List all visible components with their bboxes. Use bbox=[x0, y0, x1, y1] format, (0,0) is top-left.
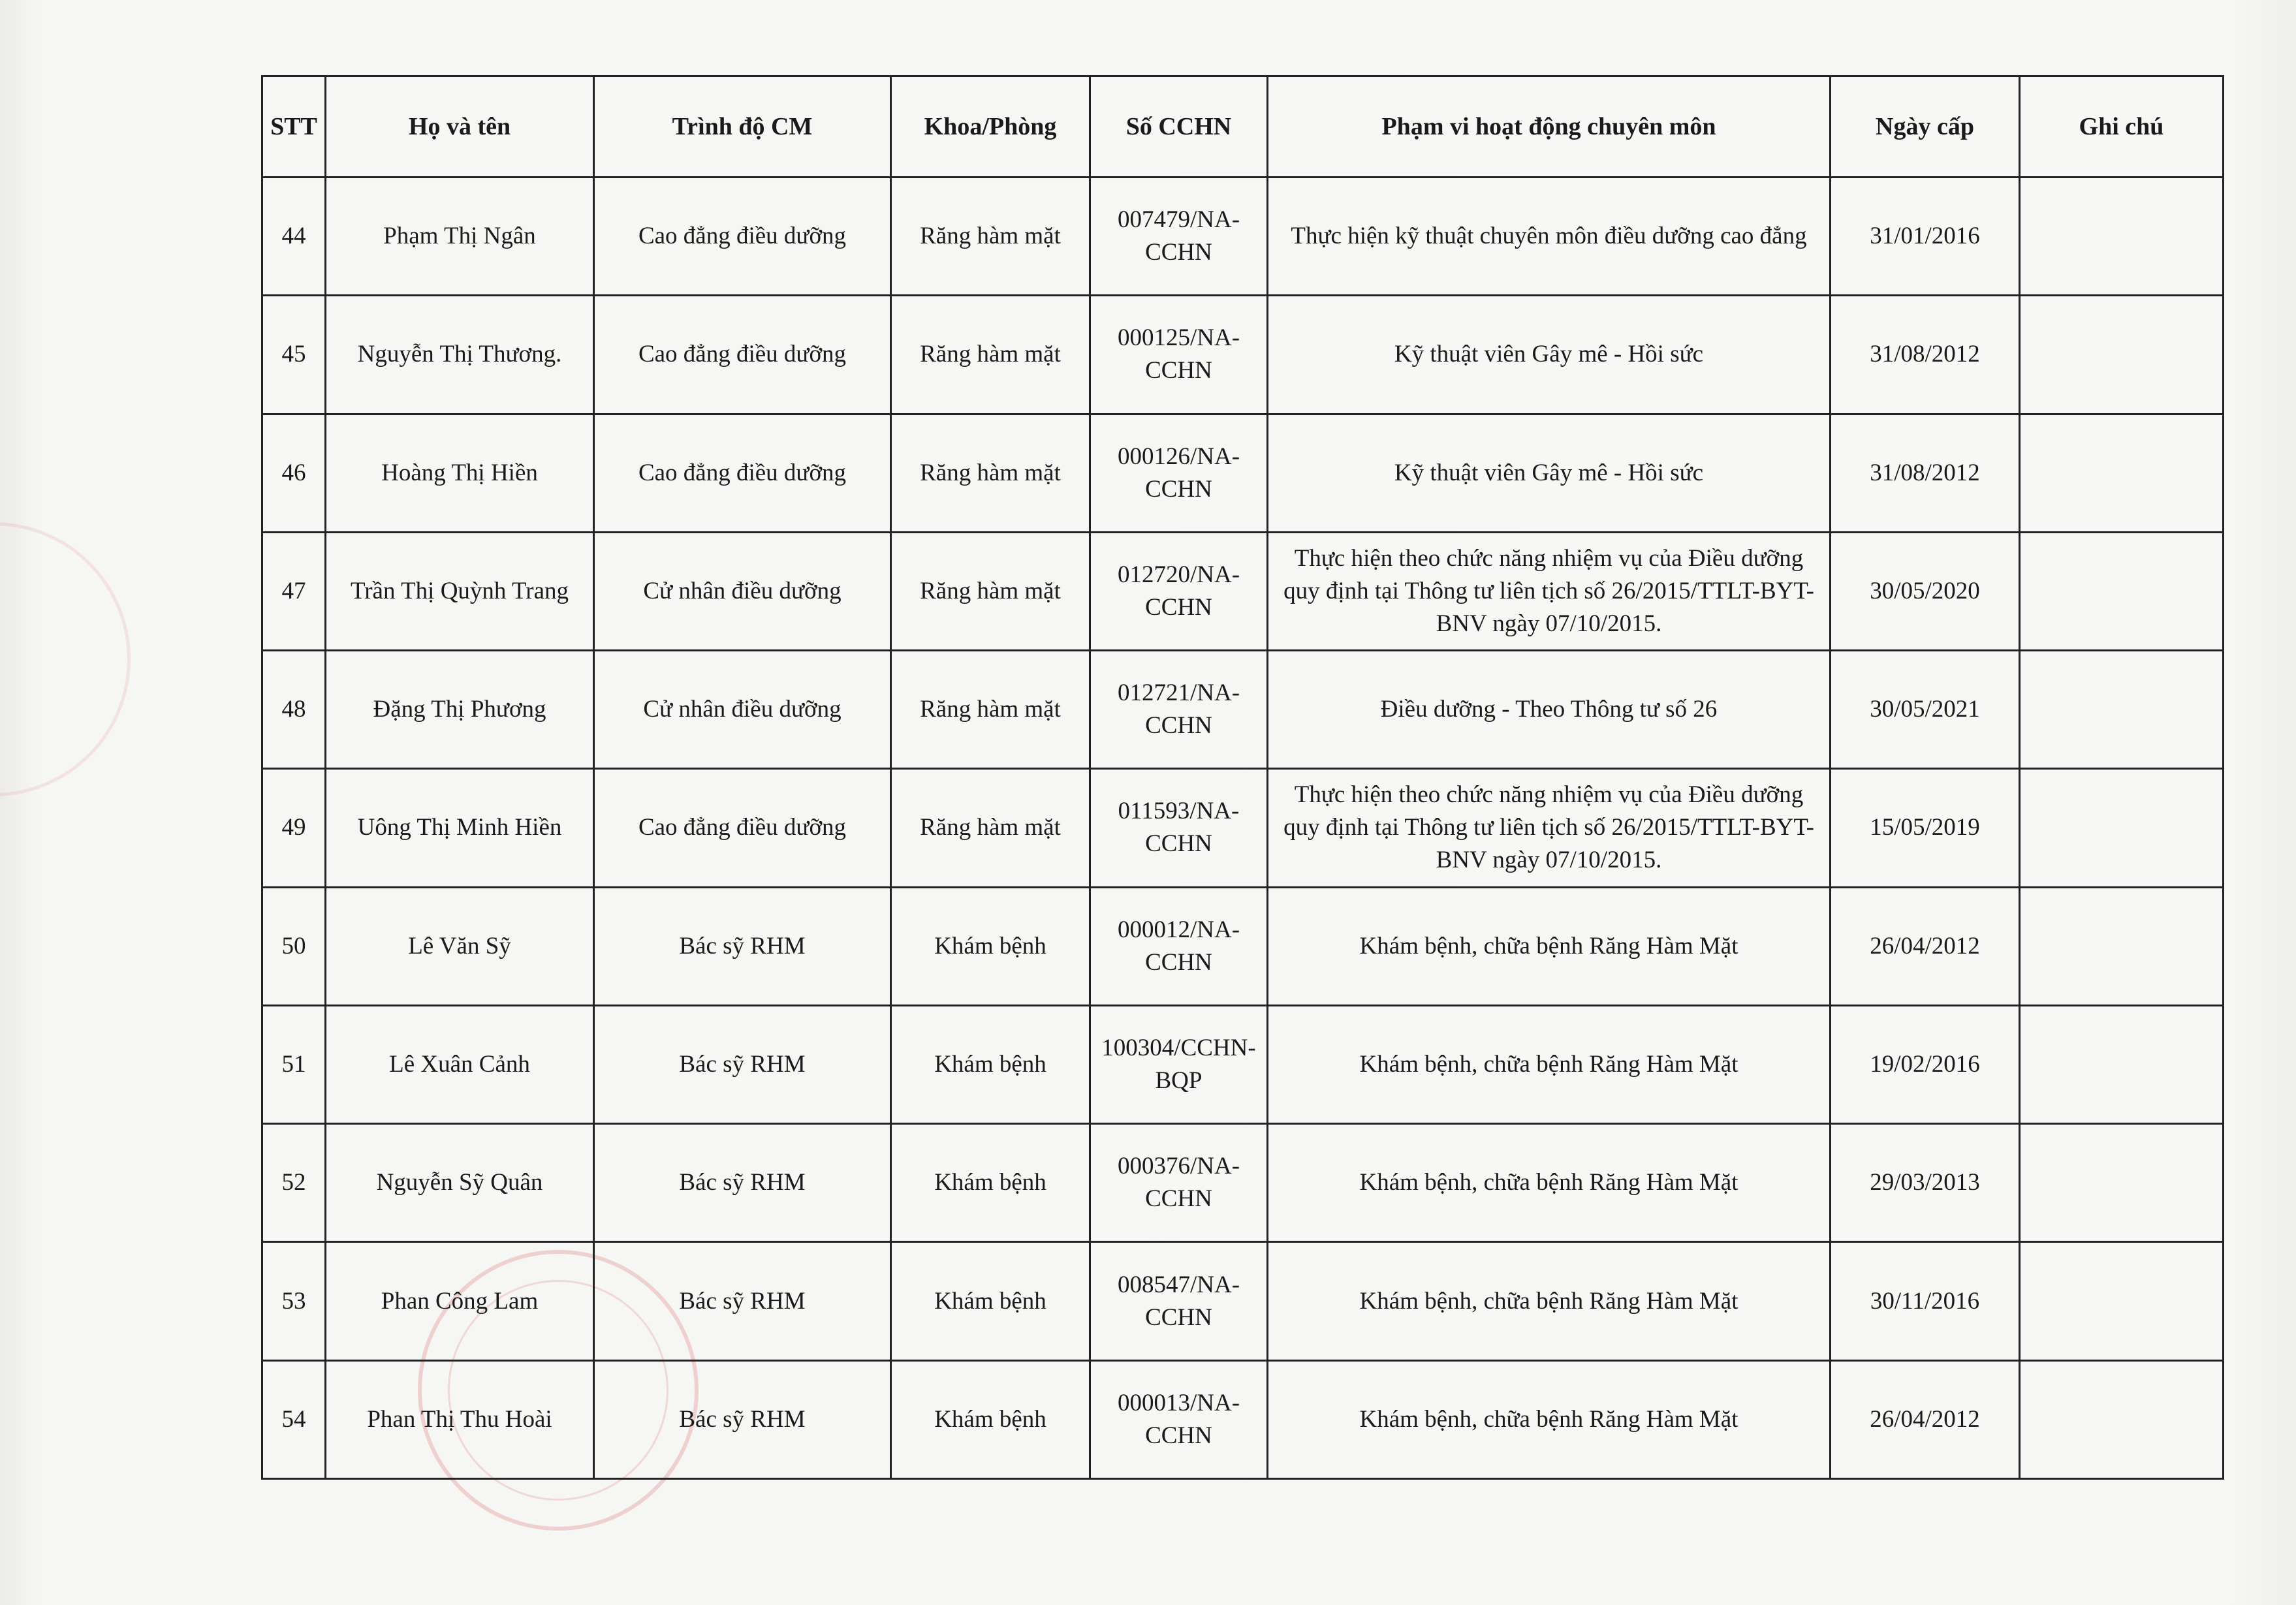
cell-scope: Thực hiện theo chức năng nhiệm vụ của Điều dưỡng quy định tại Thông tư liên tịch số 26/2015/TTLT-BYT-BNV ngày 07/10/2015. bbox=[1268, 769, 1831, 887]
cell-scope: Thực hiện theo chức năng nhiệm vụ của Điều dưỡng quy định tại Thông tư liên tịch số 26/2015/TTLT-BYT-BNV ngày 07/10/2015. bbox=[1268, 532, 1831, 650]
cell-dept: Khám bệnh bbox=[891, 1360, 1090, 1478]
table-row bbox=[262, 414, 2224, 532]
cell-name: Hoàng Thị Hiền bbox=[326, 414, 594, 532]
cell-name: Phạm Thị Ngân bbox=[326, 178, 594, 296]
cell-dept: Răng hàm mặt bbox=[891, 532, 1090, 650]
cell-scope: Khám bệnh, chữa bệnh Răng Hàm Mặt bbox=[1268, 887, 1831, 1005]
cell-cert-no: 000013/NA-CCHN bbox=[1090, 1360, 1268, 1478]
cell-scope: Thực hiện kỹ thuật chuyên môn điều dưỡng cao đẳng bbox=[1268, 178, 1831, 296]
cell-stt: 44 bbox=[262, 178, 326, 296]
cell-date: 31/08/2012 bbox=[1831, 296, 2020, 414]
cell-cert-no: 011593/NA-CCHN bbox=[1090, 769, 1268, 887]
cell-dept: Khám bệnh bbox=[891, 887, 1090, 1005]
cell-cert-no: 012720/NA-CCHN bbox=[1090, 532, 1268, 650]
cell-date: 30/05/2020 bbox=[1831, 532, 2020, 650]
cell-dept: Răng hàm mặt bbox=[891, 651, 1090, 769]
cell-scope: Khám bệnh, chữa bệnh Răng Hàm Mặt bbox=[1268, 1124, 1831, 1242]
cell-stt: 53 bbox=[262, 1242, 326, 1360]
cell-note bbox=[2020, 887, 2224, 1005]
cell-date: 26/04/2012 bbox=[1831, 887, 2020, 1005]
header-note: Ghi chú bbox=[2020, 76, 2224, 178]
cell-note bbox=[2020, 651, 2224, 769]
cell-stt: 49 bbox=[262, 769, 326, 887]
cell-stt: 52 bbox=[262, 1124, 326, 1242]
cell-name: Nguyễn Sỹ Quân bbox=[326, 1124, 594, 1242]
cell-level: Cao đẳng điều dưỡng bbox=[594, 178, 891, 296]
header-stt: STT bbox=[262, 76, 326, 178]
cell-cert-no: 008547/NA-CCHN bbox=[1090, 1242, 1268, 1360]
table-row bbox=[262, 1005, 2224, 1123]
cell-note bbox=[2020, 1360, 2224, 1478]
cell-date: 15/05/2019 bbox=[1831, 769, 2020, 887]
cell-scope: Khám bệnh, chữa bệnh Răng Hàm Mặt bbox=[1268, 1005, 1831, 1123]
table-row bbox=[262, 296, 2224, 414]
cell-note bbox=[2020, 296, 2224, 414]
cell-date: 31/08/2012 bbox=[1831, 414, 2020, 532]
cell-cert-no: 000125/NA-CCHN bbox=[1090, 296, 1268, 414]
table-row bbox=[262, 532, 2224, 650]
cell-name: Lê Văn Sỹ bbox=[326, 887, 594, 1005]
cell-cert-no: 100304/CCHN-BQP bbox=[1090, 1005, 1268, 1123]
cell-cert-no: 000376/NA-CCHN bbox=[1090, 1124, 1268, 1242]
cell-name: Phan Công Lam bbox=[326, 1242, 594, 1360]
cell-level: Cao đẳng điều dưỡng bbox=[594, 296, 891, 414]
cell-cert-no: 012721/NA-CCHN bbox=[1090, 651, 1268, 769]
cell-note bbox=[2020, 1005, 2224, 1123]
header-row bbox=[262, 76, 2224, 178]
cell-stt: 46 bbox=[262, 414, 326, 532]
cell-dept: Khám bệnh bbox=[891, 1242, 1090, 1360]
cell-note bbox=[2020, 1242, 2224, 1360]
cell-level: Bác sỹ RHM bbox=[594, 887, 891, 1005]
cell-level: Cử nhân điều dưỡng bbox=[594, 651, 891, 769]
cell-stt: 50 bbox=[262, 887, 326, 1005]
table-row bbox=[262, 1124, 2224, 1242]
cell-stt: 51 bbox=[262, 1005, 326, 1123]
header-name: Họ và tên bbox=[326, 76, 594, 178]
table-row bbox=[262, 178, 2224, 296]
table-row bbox=[262, 1360, 2224, 1478]
cell-cert-no: 000012/NA-CCHN bbox=[1090, 887, 1268, 1005]
cell-stt: 45 bbox=[262, 296, 326, 414]
cell-level: Bác sỹ RHM bbox=[594, 1360, 891, 1478]
table-row bbox=[262, 769, 2224, 887]
cell-dept: Răng hàm mặt bbox=[891, 769, 1090, 887]
cell-dept: Khám bệnh bbox=[891, 1124, 1090, 1242]
cell-note bbox=[2020, 414, 2224, 532]
staff-certificate-table bbox=[261, 75, 2224, 1480]
cell-scope: Khám bệnh, chữa bệnh Răng Hàm Mặt bbox=[1268, 1242, 1831, 1360]
cell-name: Lê Xuân Cảnh bbox=[326, 1005, 594, 1123]
header-cert-no: Số CCHN bbox=[1090, 76, 1268, 178]
table-header bbox=[262, 76, 2224, 178]
cell-stt: 54 bbox=[262, 1360, 326, 1478]
cell-name: Trần Thị Quỳnh Trang bbox=[326, 532, 594, 650]
cell-scope: Kỹ thuật viên Gây mê - Hồi sức bbox=[1268, 414, 1831, 532]
cell-name: Đặng Thị Phương bbox=[326, 651, 594, 769]
cell-stt: 48 bbox=[262, 651, 326, 769]
cell-date: 30/05/2021 bbox=[1831, 651, 2020, 769]
cell-note bbox=[2020, 532, 2224, 650]
cell-note bbox=[2020, 178, 2224, 296]
cell-cert-no: 000126/NA-CCHN bbox=[1090, 414, 1268, 532]
cell-date: 29/03/2013 bbox=[1831, 1124, 2020, 1242]
cell-level: Bác sỹ RHM bbox=[594, 1242, 891, 1360]
table-row bbox=[262, 1242, 2224, 1360]
header-scope: Phạm vi hoạt động chuyên môn bbox=[1268, 76, 1831, 178]
cell-dept: Răng hàm mặt bbox=[891, 296, 1090, 414]
cell-date: 30/11/2016 bbox=[1831, 1242, 2020, 1360]
cell-date: 26/04/2012 bbox=[1831, 1360, 2020, 1478]
cell-dept: Khám bệnh bbox=[891, 1005, 1090, 1123]
cell-name: Nguyễn Thị Thương. bbox=[326, 296, 594, 414]
cell-note bbox=[2020, 769, 2224, 887]
header-date: Ngày cấp bbox=[1831, 76, 2020, 178]
cell-dept: Răng hàm mặt bbox=[891, 178, 1090, 296]
cell-dept: Răng hàm mặt bbox=[891, 414, 1090, 532]
cell-date: 19/02/2016 bbox=[1831, 1005, 2020, 1123]
cell-name: Phan Thị Thu Hoài bbox=[326, 1360, 594, 1478]
cell-level: Bác sỹ RHM bbox=[594, 1005, 891, 1123]
cell-stt: 47 bbox=[262, 532, 326, 650]
header-dept: Khoa/Phòng bbox=[891, 76, 1090, 178]
cell-level: Cao đẳng điều dưỡng bbox=[594, 769, 891, 887]
table-row bbox=[262, 887, 2224, 1005]
cell-cert-no: 007479/NA-CCHN bbox=[1090, 178, 1268, 296]
cell-level: Cao đẳng điều dưỡng bbox=[594, 414, 891, 532]
cell-level: Cử nhân điều dưỡng bbox=[594, 532, 891, 650]
cell-name: Uông Thị Minh Hiền bbox=[326, 769, 594, 887]
header-level: Trình độ CM bbox=[594, 76, 891, 178]
table-row bbox=[262, 651, 2224, 769]
cell-date: 31/01/2016 bbox=[1831, 178, 2020, 296]
cell-note bbox=[2020, 1124, 2224, 1242]
cell-scope: Điều dưỡng - Theo Thông tư số 26 bbox=[1268, 651, 1831, 769]
cell-level: Bác sỹ RHM bbox=[594, 1124, 891, 1242]
cell-scope: Khám bệnh, chữa bệnh Răng Hàm Mặt bbox=[1268, 1360, 1831, 1478]
cell-scope: Kỹ thuật viên Gây mê - Hồi sức bbox=[1268, 296, 1831, 414]
table-body bbox=[262, 178, 2224, 1479]
